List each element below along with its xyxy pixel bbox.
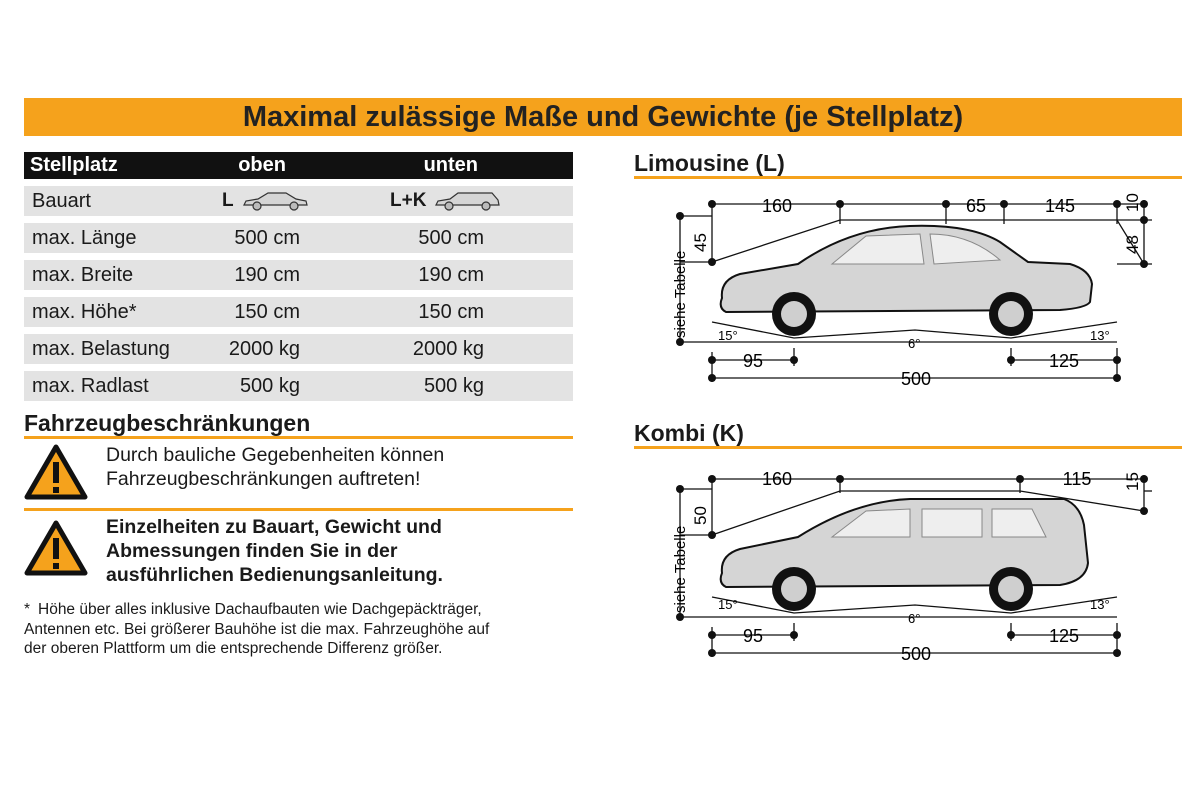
- footnote-line-2: Antennen etc. Bei größerer Bauhöhe ist die max. Fahrzeughöhe auf: [24, 620, 490, 638]
- row-value-unten: 500 cm: [418, 226, 484, 249]
- row-value-oben: 190 cm: [234, 263, 300, 286]
- warning-icon: [24, 520, 88, 576]
- dim-rear-top: 115: [1062, 469, 1092, 489]
- table-row: [24, 260, 573, 290]
- spec-table: [24, 152, 573, 401]
- table-row: [24, 334, 573, 364]
- dim-rear-top-a: 65: [965, 196, 987, 216]
- kombi-diagram: [640, 455, 1180, 670]
- type-letter-unten: L+K: [390, 190, 427, 211]
- row-label: max. Höhe*: [32, 300, 137, 323]
- header-oben: oben: [238, 154, 286, 176]
- dim-rear-overhang: 125: [1048, 626, 1080, 646]
- dim-front-overhang: 95: [742, 626, 764, 646]
- footnote-line-3: der oberen Plattform um die entsprechende Differenz größer.: [24, 640, 443, 657]
- warning-2-line-3: ausführlichen Bedienungsanleitung.: [106, 564, 443, 586]
- restrictions-divider: [24, 436, 573, 439]
- page-title: Maximal zulässige Maße und Gewichte (je Stellplatz): [242, 100, 964, 133]
- warning-1-line-1: Durch bauliche Gegebenheiten können: [106, 444, 445, 466]
- row-value-oben: 500 kg: [239, 374, 300, 397]
- dim-front-top: 160: [761, 469, 793, 489]
- title-bar: [24, 98, 1182, 136]
- side-label: siehe Tabelle: [672, 525, 689, 613]
- table-row: [24, 371, 573, 401]
- footnote-star: *: [24, 601, 31, 618]
- limousine-diagram: [640, 180, 1180, 395]
- dim-front-top: 160: [761, 196, 793, 216]
- row-label: max. Länge: [32, 226, 137, 249]
- table-row: [24, 223, 573, 253]
- angle-rear: 13°: [1090, 328, 1110, 343]
- header-stellplatz: Stellplatz: [30, 154, 118, 176]
- dim-rear-height: 48: [1123, 235, 1142, 254]
- dim-rear-top-b: 145: [1044, 196, 1076, 216]
- row-value-unten: 2000 kg: [412, 337, 484, 360]
- side-label: siehe Tabelle: [672, 250, 689, 338]
- warning-2-line-2: Abmessungen finden Sie in der: [106, 540, 398, 562]
- dim-front-height: 50: [691, 506, 710, 525]
- warning-text-1: [106, 443, 444, 491]
- warning-1-line-2: Fahrzeugbeschränkungen auftreten!: [106, 468, 421, 490]
- angle-middle: 6°: [908, 336, 921, 351]
- angle-middle: 6°: [908, 611, 921, 626]
- table-row-bauart: [24, 186, 573, 216]
- dim-length: 500: [900, 369, 932, 389]
- table-header: [24, 152, 573, 179]
- limousine-divider: [634, 176, 1182, 179]
- dim-roof: 15: [1123, 472, 1142, 491]
- angle-rear: 13°: [1090, 597, 1110, 612]
- row-label: max. Radlast: [32, 374, 149, 397]
- type-letter-oben: L: [222, 190, 234, 211]
- dim-front-overhang: 95: [742, 351, 764, 371]
- row-value-oben: 500 cm: [234, 226, 300, 249]
- row-value-oben: 150 cm: [234, 300, 300, 323]
- footnote: [24, 600, 554, 659]
- bauart-label: Bauart: [32, 189, 91, 212]
- row-label: max. Belastung: [32, 337, 170, 360]
- bauart-unten: [390, 186, 502, 216]
- bauart-oben: [222, 186, 310, 216]
- dim-rear-overhang: 125: [1048, 351, 1080, 371]
- row-value-unten: 190 cm: [418, 263, 484, 286]
- row-value-unten: 150 cm: [418, 300, 484, 323]
- warning-icon: [24, 444, 88, 500]
- warning-divider: [24, 508, 573, 511]
- warning-2-line-1: Einzelheiten zu Bauart, Gewicht und: [106, 516, 442, 538]
- restrictions-title: Fahrzeugbeschränkungen: [24, 410, 311, 436]
- angle-front: 15°: [718, 597, 738, 612]
- station-wagon-icon: [432, 190, 502, 212]
- dim-roof: 10: [1123, 193, 1142, 212]
- row-value-unten: 500 kg: [423, 374, 484, 397]
- row-label: max. Breite: [32, 263, 134, 286]
- kombi-title: Kombi (K): [634, 420, 744, 446]
- warning-text-2: [106, 515, 443, 587]
- angle-front: 15°: [718, 328, 738, 343]
- row-value-oben: 2000 kg: [228, 337, 300, 360]
- limousine-title: Limousine (L): [634, 150, 785, 176]
- dim-length: 500: [900, 644, 932, 664]
- sedan-icon: [240, 190, 310, 212]
- header-unten: unten: [423, 154, 478, 176]
- table-row: [24, 297, 573, 327]
- kombi-divider: [634, 446, 1182, 449]
- dim-front-height: 45: [691, 233, 710, 252]
- footnote-line-1: Höhe über alles inklusive Dachaufbauten wie Dachgepäckträger,: [38, 601, 482, 618]
